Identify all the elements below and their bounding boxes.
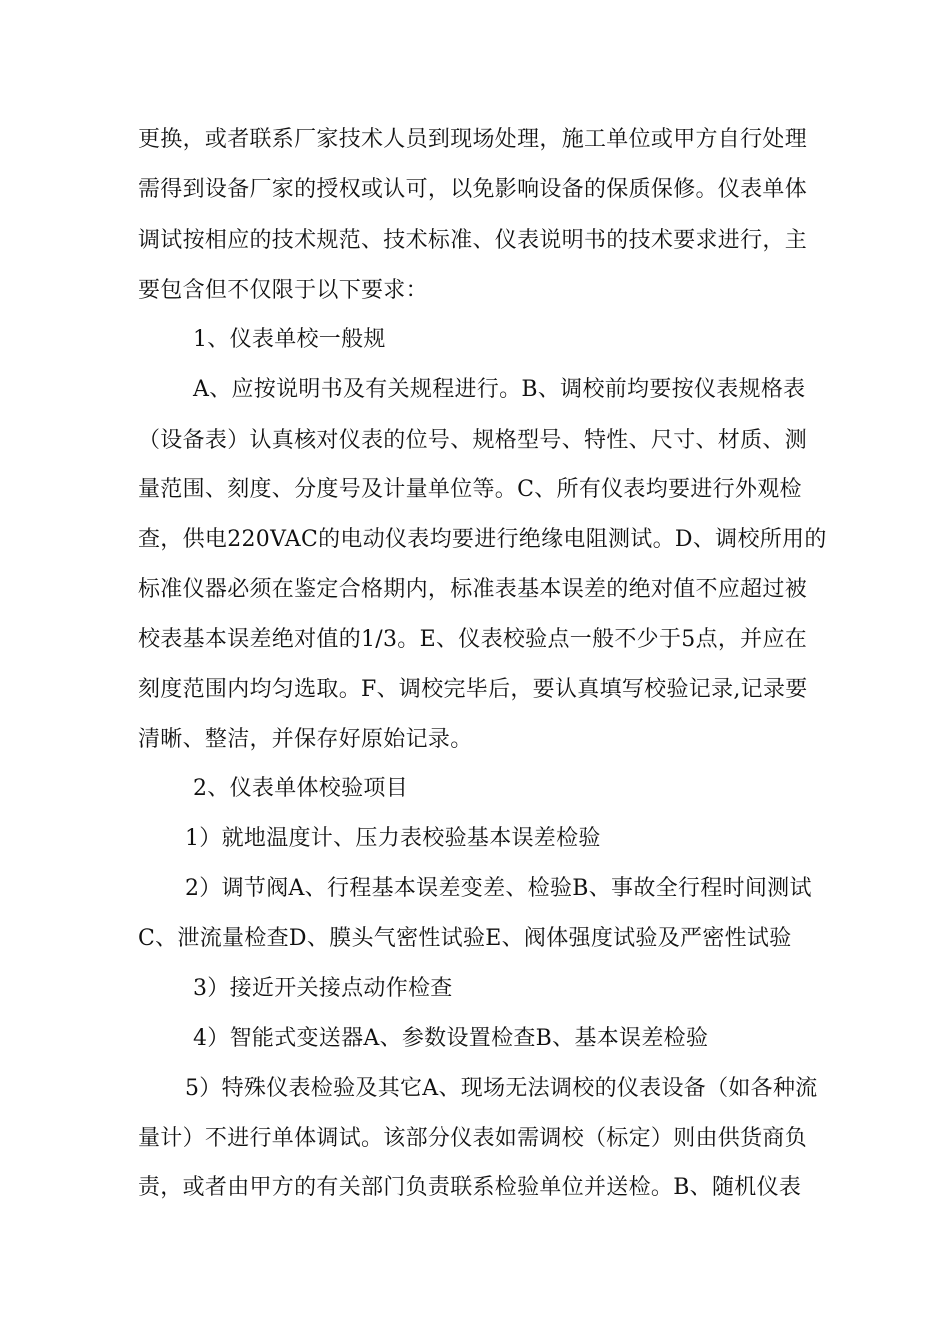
section-heading: 1、仪表单校一般规 xyxy=(193,327,386,352)
text-line: 清晰、整洁，并保存好原始记录。 xyxy=(138,727,473,752)
section-heading: 2、仪表单体校验项目 xyxy=(193,776,408,801)
list-item: 1）就地温度计、压力表校验基本误差检验 xyxy=(185,826,601,851)
list-item: 2）调节阀A、行程基本误差变差、检验B、事故全行程时间测试 xyxy=(185,876,812,901)
text-line: 更换，或者联系厂家技术人员到现场处理，施工单位或甲方自行处理 xyxy=(138,127,808,152)
text-line: 要包含但不仅限于以下要求： xyxy=(138,278,428,303)
text-line: 校表基本误差绝对值的1/3。E、仪表校验点一般不少于5点，并应在 xyxy=(138,627,808,652)
text-line: 量范围、刻度、分度号及计量单位等。C、所有仪表均要进行外观检 xyxy=(138,477,802,502)
text-line: 责，或者由甲方的有关部门负责联系检验单位并送检。B、随机仪表 xyxy=(138,1175,802,1200)
text-line: 需得到设备厂家的授权或认可，以免影响设备的保质保修。仪表单体 xyxy=(138,177,808,202)
text-line: 标准仪器必须在鉴定合格期内，标准表基本误差的绝对值不应超过被 xyxy=(138,577,808,602)
text-line: A、应按说明书及有关规程进行。B、调校前均要按仪表规格表 xyxy=(193,377,806,402)
list-item: 4）智能式变送器A、参数设置检查B、基本误差检验 xyxy=(193,1026,709,1051)
list-item: 5）特殊仪表检验及其它A、现场无法调校的仪表设备（如各种流 xyxy=(185,1076,818,1101)
text-line: （设备表）认真核对仪表的位号、规格型号、特性、尺寸、材质、测 xyxy=(138,428,808,453)
list-item: 3）接近开关接点动作检查 xyxy=(193,976,453,1001)
text-line: 调试按相应的技术规范、技术标准、仪表说明书的技术要求进行，主 xyxy=(138,228,808,253)
text-line: 查，供电220VAC的电动仪表均要进行绝缘电阻测试。D、调校所用的 xyxy=(138,527,827,552)
text-line: 量计）不进行单体调试。该部分仪表如需调校（标定）则由供货商负 xyxy=(138,1126,808,1151)
text-line: C、泄流量检查D、膜头气密性试验E、阀体强度试验及严密性试验 xyxy=(138,926,792,951)
text-line: 刻度范围内均匀选取。F、调校完毕后，要认真填写校验记录,记录要 xyxy=(138,677,808,702)
